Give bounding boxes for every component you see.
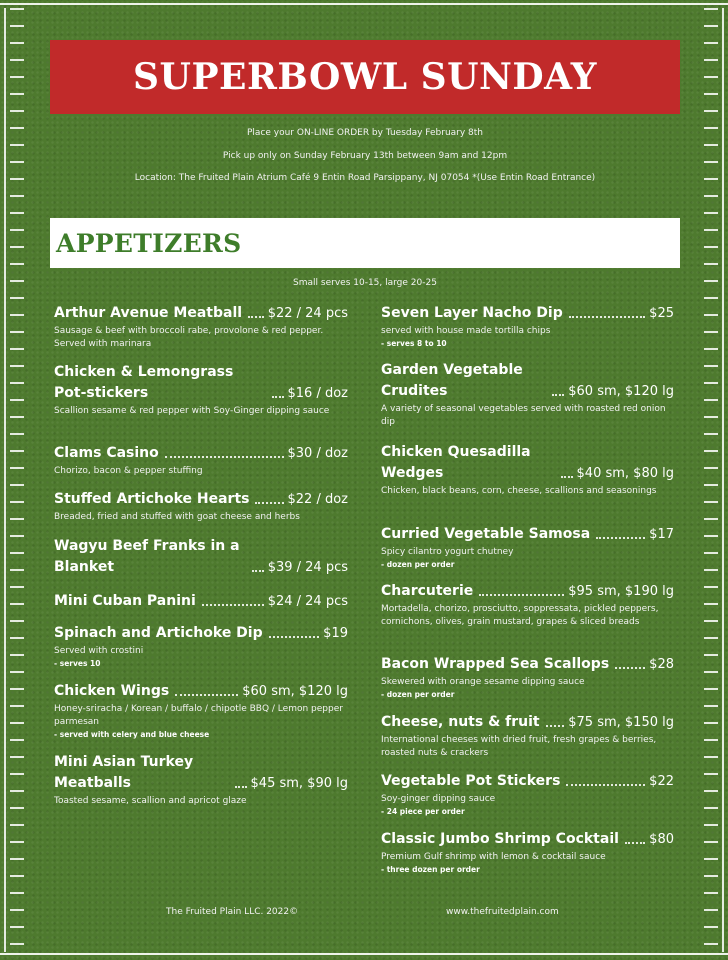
- item-note: - served with celery and blue cheese: [54, 730, 210, 739]
- item-name: Seven Layer Nacho Dip: [381, 305, 563, 321]
- item-price: $60 sm, $120 lg: [242, 684, 348, 699]
- item-description: A variety of seasonal vegetables served with roasted red onion dip: [381, 404, 666, 427]
- dot-leader: [272, 396, 284, 398]
- item-name: Spinach and Artichoke Dip: [54, 625, 263, 641]
- footer-website-link[interactable]: www.thefruitedplain.com: [446, 907, 559, 917]
- item-price: $60 sm, $120 lg: [568, 384, 674, 399]
- item-price: $45 sm, $90 lg: [250, 776, 348, 791]
- item-name: Clams Casino: [54, 445, 159, 461]
- item-price: $19: [323, 626, 348, 641]
- serves-note: Small serves 10-15, large 20-25: [293, 278, 437, 288]
- menu-item: [54, 591, 348, 612]
- dot-leader: [202, 604, 264, 606]
- dot-leader: [248, 316, 264, 318]
- dot-leader: [255, 502, 283, 504]
- menu-item: [54, 303, 348, 351]
- dot-leader: [175, 694, 238, 696]
- dot-leader: [615, 667, 645, 669]
- dot-leader: [269, 636, 320, 638]
- dot-leader: [546, 725, 565, 727]
- item-description: Served with crostini: [54, 646, 144, 656]
- item-price: $22 / doz: [287, 492, 348, 507]
- item-price: $39 / 24 pcs: [267, 560, 348, 575]
- item-name: Stuffed Artichoke Hearts: [54, 491, 250, 507]
- dot-leader: [566, 784, 645, 786]
- footer-copyright: The Fruited Plain LLC. 2022©: [166, 907, 299, 917]
- item-price: $16 / doz: [287, 386, 348, 401]
- title-banner: [50, 40, 680, 114]
- item-description: Sausage & beef with broccoli rabe, provolone & red pepper. Served with marinara: [54, 326, 324, 349]
- menu-item: [381, 360, 674, 429]
- dot-leader: [625, 842, 645, 844]
- item-description: served with house made tortilla chips: [381, 326, 551, 336]
- item-name: Chicken & Lemongrass Pot-stickers: [54, 364, 234, 401]
- dot-leader: [479, 594, 564, 596]
- menu-item: [54, 752, 348, 808]
- menu-item: [381, 712, 674, 760]
- menu-item: [54, 623, 348, 669]
- menu-item: [381, 654, 674, 700]
- dot-leader: [569, 316, 645, 318]
- item-name: Charcuterie: [381, 583, 474, 599]
- item-description: Scallion sesame & red pepper with Soy-Ginger dipping sauce: [54, 406, 330, 416]
- item-price: $22 / 24 pcs: [267, 306, 348, 321]
- item-price: $40 sm, $80 lg: [576, 466, 674, 481]
- menu-item: [381, 303, 674, 349]
- menu-item: [54, 443, 348, 478]
- item-note: - serves 10: [54, 659, 101, 668]
- section-header-bar: [50, 218, 680, 268]
- menu-item: [54, 536, 348, 578]
- menu-item: [54, 489, 348, 524]
- item-description: Honey-sriracha / Korean / buffalo / chipotle BBQ / Lemon pepper parmesan: [54, 704, 343, 727]
- item-note: - dozen per order: [381, 560, 455, 569]
- pickup-info-text: Pick up only on Sunday February 13th between 9am and 12pm: [222, 151, 508, 161]
- item-note: - 24 piece per order: [381, 807, 465, 816]
- dot-leader: [552, 394, 564, 396]
- menu-item: [54, 362, 348, 418]
- item-note: - dozen per order: [381, 690, 455, 699]
- menu-item: [381, 581, 674, 629]
- item-name: Mini Asian Turkey Meatballs: [54, 754, 194, 791]
- item-name: Arthur Avenue Meatball: [54, 305, 243, 321]
- item-name: Bacon Wrapped Sea Scallops: [381, 656, 610, 672]
- item-name: Vegetable Pot Stickers: [381, 773, 561, 789]
- menu-item: [54, 681, 348, 740]
- dot-leader: [596, 537, 645, 539]
- item-note: - three dozen per order: [381, 865, 480, 874]
- yard-line-marks-right: [704, 8, 718, 952]
- item-price: $25: [649, 306, 674, 321]
- item-price: $17: [649, 527, 674, 542]
- item-description: International cheeses with dried fruit, fresh grapes & berries, roasted nuts & crackers: [381, 735, 657, 758]
- item-name: Curried Vegetable Samosa: [381, 526, 591, 542]
- yard-line-marks-left: [10, 8, 24, 952]
- menu-item: [381, 829, 674, 875]
- dot-leader: [561, 476, 573, 478]
- menu-item: [381, 442, 674, 498]
- item-description: Chicken, black beans, corn, cheese, scallions and seasonings: [381, 486, 657, 496]
- section-title: APPETIZERS: [56, 228, 242, 258]
- item-name: Cheese, nuts & fruit: [381, 714, 540, 730]
- item-name: Mini Cuban Panini: [54, 593, 196, 609]
- item-description: Mortadella, chorizo, prosciutto, soppressata, pickled peppers, cornichons, olives, grain mustard, grapes & sliced breads: [381, 604, 659, 627]
- menu-item: [381, 524, 674, 570]
- item-description: Soy-ginger dipping sauce: [381, 794, 496, 804]
- item-name: Chicken Quesadilla Wedges: [381, 444, 531, 481]
- item-name: Garden Vegetable Crudites: [381, 362, 523, 399]
- menu-item: [381, 771, 674, 817]
- item-name: Chicken Wings: [54, 683, 170, 699]
- dot-leader: [235, 786, 247, 788]
- item-description: Skewered with orange sesame dipping sauce: [381, 677, 585, 687]
- item-description: Spicy cilantro yogurt chutney: [381, 547, 514, 557]
- item-price: $30 / doz: [287, 446, 348, 461]
- item-name: Wagyu Beef Franks in a Blanket: [54, 538, 240, 575]
- item-price: $75 sm, $150 lg: [568, 715, 674, 730]
- item-name: Classic Jumbo Shrimp Cocktail: [381, 831, 619, 847]
- dot-leader: [252, 570, 264, 572]
- dot-leader: [165, 456, 284, 458]
- item-price: $28: [649, 657, 674, 672]
- item-description: Premium Gulf shrimp with lemon & cocktail sauce: [381, 852, 606, 862]
- item-price: $80: [649, 832, 674, 847]
- order-deadline-text: Place your ON-LINE ORDER by Tuesday February 8th: [246, 128, 484, 138]
- item-price: $22: [649, 774, 674, 789]
- item-price: $95 sm, $190 lg: [568, 584, 674, 599]
- item-note: - serves 8 to 10: [381, 339, 447, 348]
- page-title: SUPERBOWL SUNDAY: [133, 56, 597, 98]
- location-text: Location: The Fruited Plain Atrium Café 9 Entin Road Parsippany, NJ 07054 *(Use Entin Road Entrance): [134, 173, 596, 183]
- item-description: Chorizo, bacon & pepper stuffing: [54, 466, 203, 476]
- item-description: Breaded, fried and stuffed with goat cheese and herbs: [54, 512, 300, 522]
- item-price: $24 / 24 pcs: [267, 594, 348, 609]
- item-description: Toasted sesame, scallion and apricot glaze: [54, 796, 247, 806]
